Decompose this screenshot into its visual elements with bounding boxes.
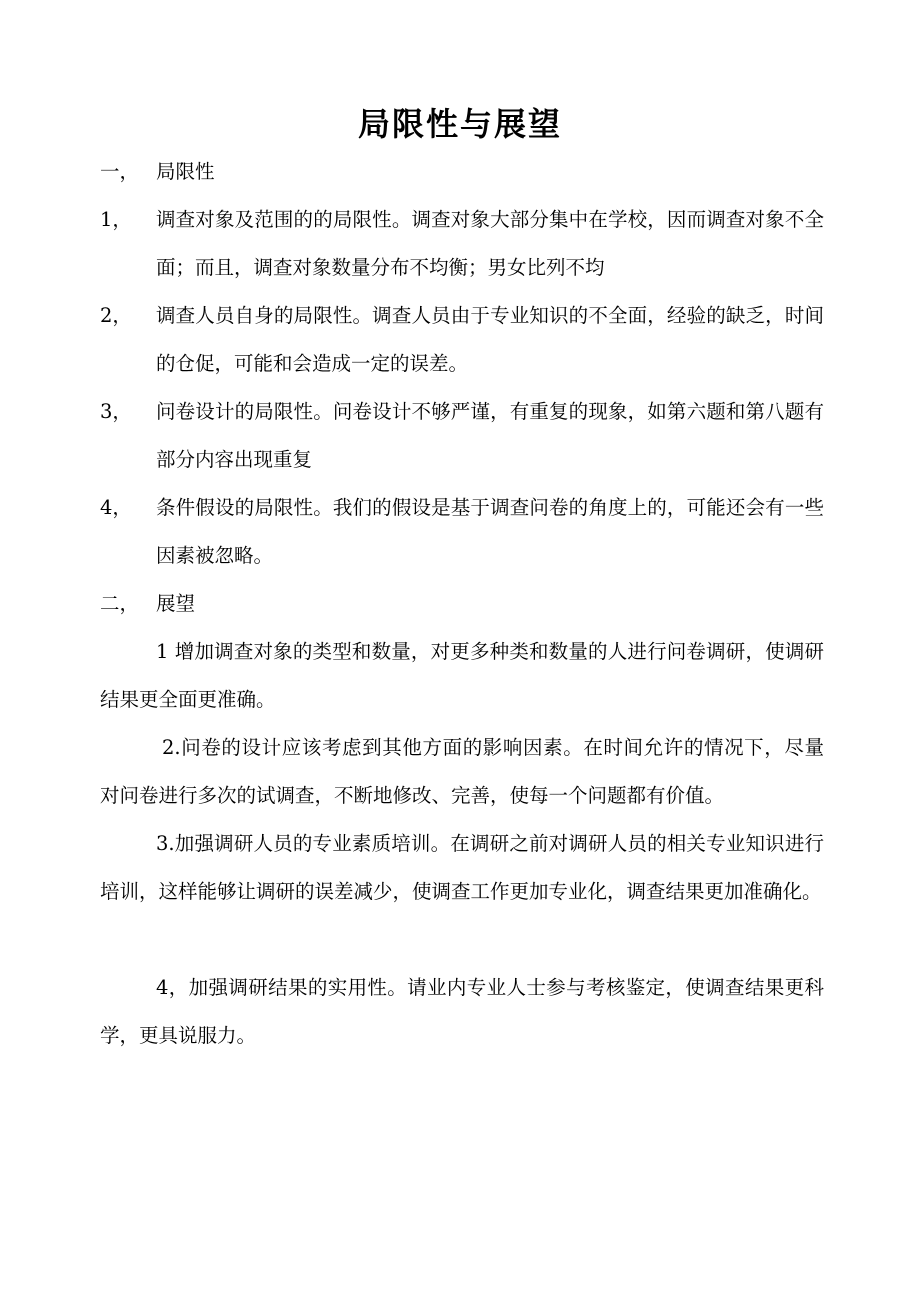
section-heading-limitations bbox=[100, 148, 824, 196]
outlook-paragraph: 3.加强调研人员的专业素质培训。在调研之前对调研人员的相关专业知识进行培训，这样能够让调研的误差减少，使调查工作更加专业化，调查结果更加准确化。 bbox=[100, 832, 824, 903]
list-item-number: 4， bbox=[100, 496, 132, 519]
list-item bbox=[100, 484, 824, 580]
outlook-paragraph: 1 增加调查对象的类型和数量，对更多种类和数量的人进行问卷调研，使调研结果更全面更准确。 bbox=[100, 640, 824, 711]
outlook-paragraph: 4，加强调研结果的实用性。请业内专业人士参与考核鉴定，使调查结果更科学，更具说服力。 bbox=[100, 976, 824, 1047]
section-number: 一， bbox=[100, 160, 140, 183]
list-item-text: 调查人员自身的局限性。调查人员由于专业知识的不全面，经验的缺乏，时间的仓促，可能和会造成一定的误差。 bbox=[156, 304, 824, 375]
list-item-text: 条件假设的局限性。我们的假设是基于调查问卷的角度上的，可能还会有一些因素被忽略。 bbox=[156, 496, 824, 567]
list-item-number: 3， bbox=[100, 400, 132, 423]
outlook-paragraph: 2.问卷的设计应该考虑到其他方面的影响因素。在时间允许的情况下，尽量对问卷进行多次的试调查，不断地修改、完善，使每一个问题都有价值。 bbox=[100, 736, 824, 807]
list-item-number: 2， bbox=[100, 304, 132, 327]
list-item bbox=[100, 292, 824, 388]
list-item-text: 问卷设计的局限性。问卷设计不够严谨，有重复的现象，如第六题和第八题有部分内容出现重复 bbox=[156, 400, 824, 471]
section-heading-outlook bbox=[100, 580, 824, 628]
list-item bbox=[100, 196, 824, 292]
section-number: 二， bbox=[100, 592, 140, 615]
list-item-text: 调查对象及范围的的局限性。调查对象大部分集中在学校，因而调查对象不全面；而且，调查对象数量分布不均衡；男女比列不均 bbox=[156, 208, 824, 279]
page-title: 局限性与展望 bbox=[357, 105, 562, 143]
list-item bbox=[100, 388, 824, 484]
section-heading-text: 展望 bbox=[156, 592, 196, 615]
list-item-number: 1， bbox=[100, 208, 132, 231]
section-heading-text: 局限性 bbox=[156, 160, 215, 183]
